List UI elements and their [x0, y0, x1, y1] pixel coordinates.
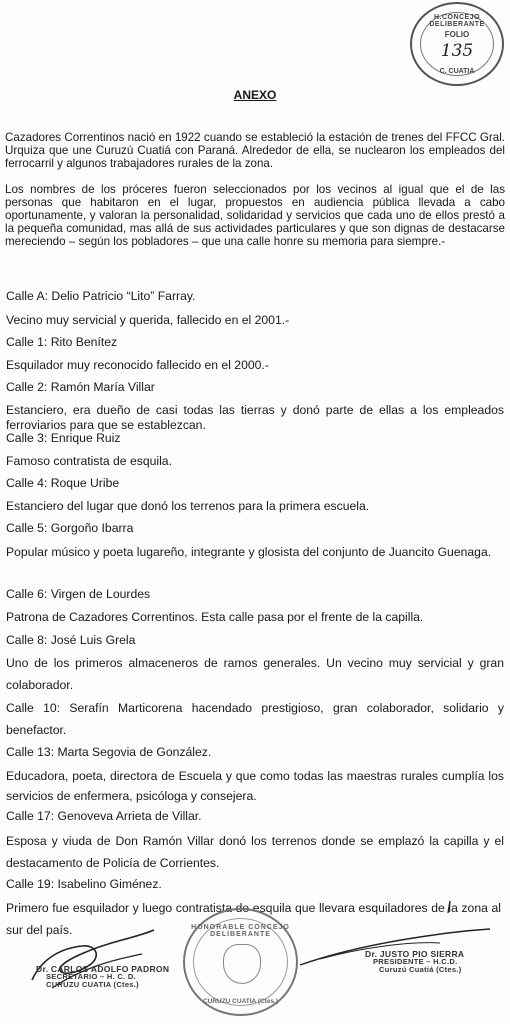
left-signatory-name: Dr. CARLOS ADOLFO PADRON	[36, 964, 170, 974]
document-title: ANEXO	[233, 88, 277, 102]
street-entry-name: Calle 3: Enrique Ruiz	[6, 431, 121, 445]
street-entry-desc: Vecino muy servicial y querida, fallecido en el 2001.-	[6, 313, 290, 327]
street-entry-name: Calle 13: Marta Segovia de González.	[6, 745, 212, 759]
street-entry-name: Calle 5: Gorgoño Ibarra	[6, 521, 134, 535]
council-seal	[183, 908, 298, 1016]
street-entry-desc: Educadora, poeta, directora de Escuela y que como todas las maestras rurales cumplía los servicios de enfermera, psicóloga y consejera.	[6, 769, 504, 803]
street-entry-name: Calle A: Delio Patricio “Lito” Farray.	[6, 289, 196, 303]
street-entry-desc: Uno de los primeros almaceneros de ramos generales. Un vecino muy servicial y gran colaborador.	[6, 656, 504, 692]
folio-stamp	[410, 2, 504, 86]
intro-paragraph-2: Los nombres de los próceres fueron seleccionados por los vecinos al igual que el de las personas que habitaron en el lugar, propuestos en audiencia pública llevada a cabo oportunamente, y valoran la personalidad, solidaridad y servicios que cada uno de ellos prestó a la pequeña comunidad, mas allá de sus actividades particulares y que son dignas de destacarse mereciendo – según los pobladores – que una calle honre su memoria para siempre.-	[5, 183, 505, 248]
street-entry-name: Calle 8: José Luis Grela	[6, 633, 136, 647]
folio-stamp-ring-bottom: C. CUATIA	[439, 68, 475, 75]
street-entry-desc: Popular músico y poeta lugareño, integrante y glosista del conjunto de Juancito Guenaga.	[6, 545, 492, 559]
left-signatory-place: CURUZU CUATIA (Ctes.)	[46, 980, 139, 989]
street-entry-desc: Famoso contratista de esquila.	[6, 454, 172, 468]
street-entry-name: Calle 10: Serafín Marticorena hacendado prestigioso, gran colaborador, solidario y benefactor.	[6, 701, 504, 737]
street-entry-desc: Primero fue esquilador y luego contratista de esquila que llevara esquiladores de la zona al sur del país.	[6, 901, 501, 937]
right-signature-block	[365, 950, 464, 974]
council-seal-ring-text: HONORABLE CONCEJO DELIBERANTE	[191, 924, 290, 938]
street-entry-desc: Esquilador muy reconocido fallecido en el 2000.-	[6, 358, 269, 372]
folio-stamp-ring-top: H.CONCEJO DELIBERANTE	[429, 14, 485, 28]
folio-label: FOLIO	[444, 30, 470, 39]
left-signatory-role: SECRETARIO – H. C. D.	[46, 972, 136, 981]
council-seal-shield-icon	[223, 944, 261, 984]
street-entry-desc: Esposa y viuda de Don Ramón Villar donó los terrenos donde se emplazó la capilla y el destacamento de Policía de Corrientes.	[6, 834, 504, 870]
street-entry-desc: Estanciero, era dueño de casi todas las tierras y donó parte de ellas a los empleados ferroviarios para que se establezcan.	[6, 403, 504, 432]
right-signatory-role: PRESIDENTE – H.C.D.	[373, 957, 458, 966]
folio-number: 135	[440, 41, 474, 61]
intro-paragraph-1: Cazadores Correntinos nació en 1922 cuando se estableció la estación de trenes del FFCC Gral. Urquiza que une Curuzú Cuatiá con Paraná. Alrededor de ella, se nuclearon los empleados del ferrocarril y algunos trabajadores rurales de la zona.	[5, 131, 505, 170]
street-entry-name: Calle 6: Virgen de Lourdes	[6, 587, 151, 601]
left-signature-block	[36, 965, 169, 989]
street-entry-name: Calle 17: Genoveva Arrieta de Villar.	[6, 809, 202, 823]
street-entry-name: Calle 2: Ramón María Villar	[6, 380, 155, 394]
right-signatory-place: Curuzú Cuatiá (Ctes.)	[379, 965, 462, 974]
council-seal-bottom-text: CURUZU CUATIA (Ctes.)	[202, 998, 279, 1005]
street-entry-desc: Patrona de Cazadores Correntinos. Esta calle pasa por el frente de la capilla.	[6, 610, 424, 624]
street-entry-name: Calle 4: Roque Uribe	[6, 476, 120, 490]
street-entry-desc: Estanciero del lugar que donó los terrenos para la primera escuela.	[6, 499, 370, 513]
right-signatory-name: Dr. JUSTO PIO SIERRA	[365, 949, 465, 959]
street-entry-name: Calle 1: Rito Benítez	[6, 335, 118, 349]
street-entry-name: Calle 19: Isabelino Giménez.	[6, 877, 162, 891]
